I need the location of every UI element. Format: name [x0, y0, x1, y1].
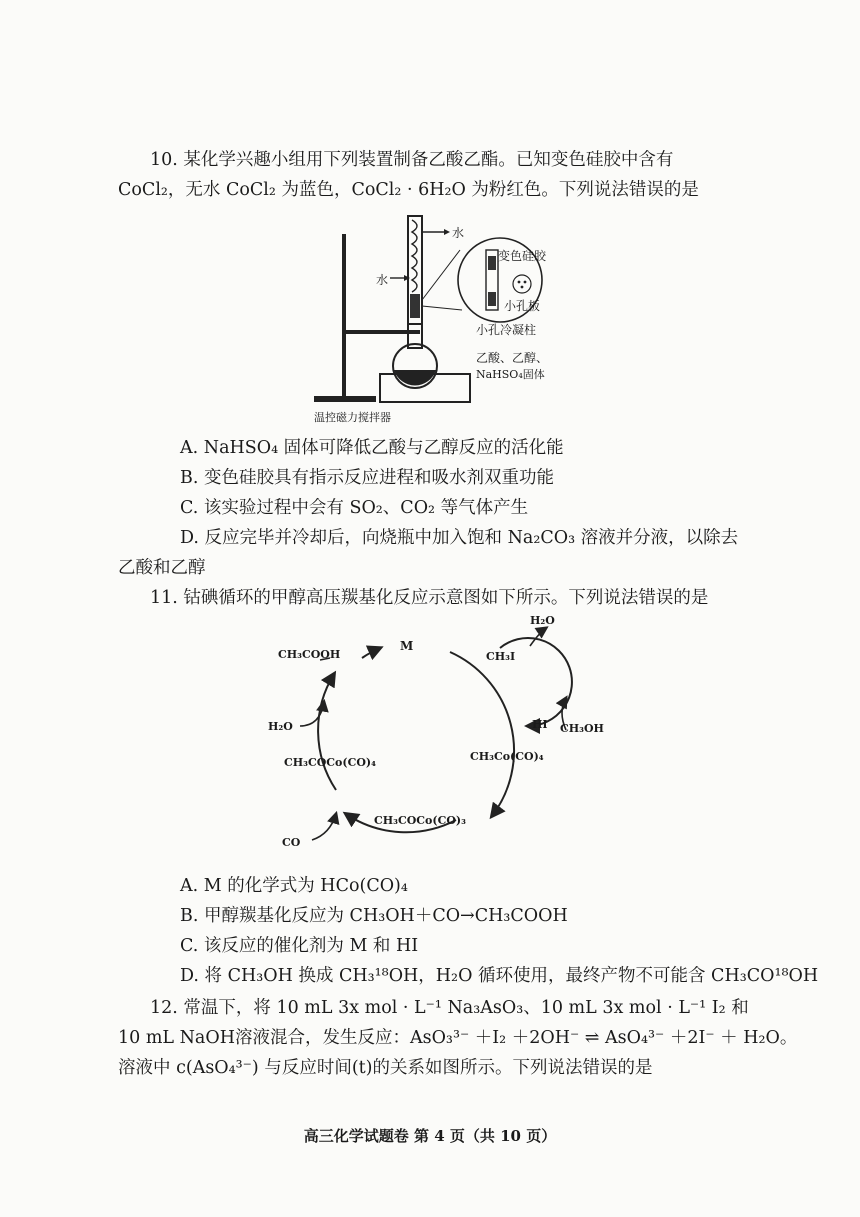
label-M: M: [400, 639, 414, 653]
label-co: CO: [282, 836, 301, 849]
q11-catalytic-cycle-figure: [260, 608, 620, 858]
label-ch3cooh: CH₃COOH: [278, 648, 341, 661]
water-out-arrow-icon: [444, 229, 450, 235]
label-silica-gel: 变色硅胶: [498, 249, 547, 263]
label-small-plate: 小孔板: [504, 299, 541, 313]
q10-option-c: C. 该实验过程中会有 SO₂、CO₂ 等气体产生: [180, 498, 529, 518]
label-ch3coco3: CH₃COCo(CO)₃: [374, 814, 466, 827]
q10-apparatus-figure: [300, 210, 590, 430]
q10-option-b: B. 变色硅胶具有指示反应进程和吸水剂双重功能: [180, 468, 554, 488]
label-reagents-1: 乙酸、乙醇、: [476, 351, 549, 365]
page-footer: 高三化学试题卷 第 4 页（共 10 页）: [303, 1127, 557, 1145]
label-hi: HI: [532, 718, 548, 731]
q10-option-d-cont: 乙酸和乙醇: [118, 558, 206, 578]
cycle-arc-left: [318, 674, 336, 790]
label-ch3oh: CH₃OH: [560, 722, 604, 735]
small-plate-icon: [513, 275, 531, 293]
stand-base: [314, 396, 376, 402]
q12-stem-line1: 12. 常温下，将 10 mL 3x mol · L⁻¹ Na₃AsO₃、10 mL 3x mol · L⁻¹ I₂ 和: [150, 998, 749, 1018]
stand-rod: [342, 234, 346, 400]
q10-option-d: D. 反应完毕并冷却后，向烧瓶中加入饱和 Na₂CO₃ 溶液并分液，以除去: [180, 528, 739, 548]
label-ch3i: CH₃I: [486, 650, 516, 663]
q11-option-c: C. 该反应的催化剂为 M 和 HI: [180, 936, 419, 956]
q11-option-b: B. 甲醇羰基化反应为 CH₃OH＋CO→CH₃COOH: [180, 906, 568, 926]
silica-column: [410, 294, 420, 318]
label-h2o-top: H₂O: [530, 614, 555, 627]
label-water-out: 水: [452, 226, 465, 240]
label-h2o-left: H₂O: [268, 720, 293, 733]
q11-option-a: A. M 的化学式为 HCo(CO)₄: [180, 876, 408, 896]
q11-option-d: D. 将 CH₃OH 换成 CH₃¹⁸OH，H₂O 循环使用，最终产物不可能含 CH₃CO¹⁸OH: [180, 966, 819, 986]
label-water-in: 水: [376, 273, 389, 287]
label-reagents-2: NaHSO₄固体: [476, 368, 545, 381]
q12-stem-line2: 10 mL NaOH溶液混合，发生反应：AsO₃³⁻ ＋I₂ ＋2OH⁻ ⇌ AsO₄³⁻ ＋2I⁻ ＋ H₂O。: [118, 1028, 798, 1048]
cycle-arc-right: [450, 652, 514, 816]
label-ch3coco4: CH₃COCo(CO)₄: [284, 756, 376, 769]
q12-stem-line3: 溶液中 c(AsO₄³⁻) 与反应时间(t)的关系如图所示。下列说法错误的是: [118, 1058, 653, 1078]
q11-stem: 11. 钴碘循环的甲醇高压羰基化反应示意图如下所示。下列说法错误的是: [150, 588, 709, 608]
label-stirrer: 温控磁力搅拌器: [314, 411, 391, 424]
label-ch3coco: CH₃Co(CO)₄: [470, 750, 544, 763]
label-condenser: 小孔冷凝柱: [476, 323, 537, 337]
q10-option-a: A. NaHSO₄ 固体可降低乙酸与乙醇反应的活化能: [180, 438, 564, 458]
q10-stem-line1: 10. 某化学兴趣小组用下列装置制备乙酸乙酯。已知变色硅胶中含有: [150, 150, 674, 170]
condenser-coil: [412, 220, 417, 292]
q10-stem-line2: CoCl₂，无水 CoCl₂ 为蓝色，CoCl₂ · 6H₂O 为粉红色。下列说法错误的是: [118, 180, 699, 200]
